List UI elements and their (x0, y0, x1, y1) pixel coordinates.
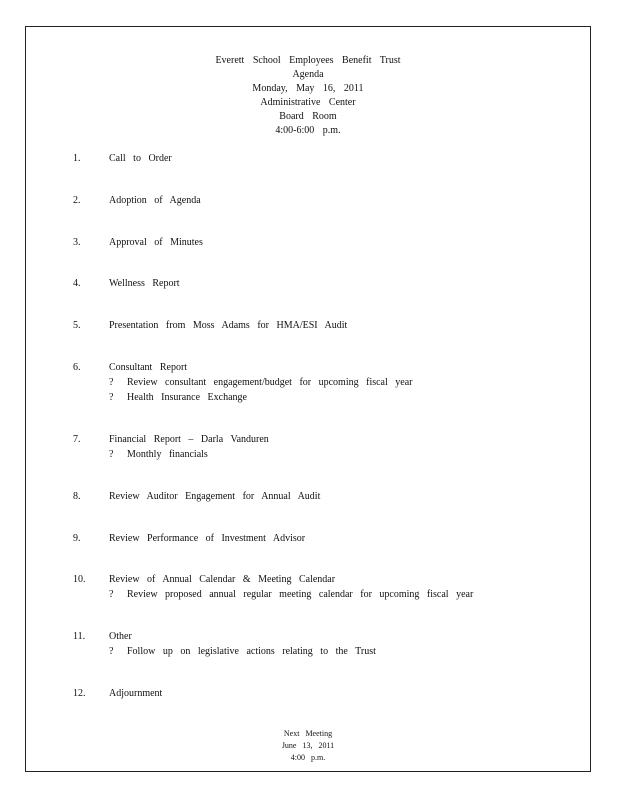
document-page (25, 26, 591, 772)
item-title: Presentation from Moss Adams for HMA/ESI Audit (109, 320, 348, 331)
item-title: Call to Order (109, 153, 172, 164)
item-title: Approval of Minutes (109, 237, 203, 248)
item-number: 10. (73, 574, 86, 585)
next-meeting-date: June 13, 2011 (281, 741, 335, 750)
next-meeting-footer (26, 728, 590, 764)
item-title: Adoption of Agenda (109, 195, 201, 206)
item-number: 5. (73, 320, 81, 331)
subpoint (109, 390, 412, 405)
item-number: 11. (73, 631, 86, 642)
item-number: 7. (73, 434, 81, 445)
meeting-room: Board Room (279, 111, 337, 122)
item-subpoints (109, 375, 412, 405)
meeting-date: Monday, May 16, 2011 (252, 83, 364, 94)
item-title: Review Auditor Engagement for Annual Audit (109, 491, 321, 502)
item-title: Other (109, 631, 132, 642)
subpoint-text: Health Insurance Exchange (127, 392, 247, 403)
agenda-header (26, 54, 590, 138)
item-number: 6. (73, 362, 81, 373)
item-number: 8. (73, 491, 81, 502)
item-number: 12. (73, 688, 86, 699)
next-meeting-time: 4:00 p.m. (290, 753, 326, 762)
subpoint-text: Monthly financials (127, 449, 208, 460)
item-number: 4. (73, 278, 81, 289)
bullet-glyph: ? (109, 589, 114, 600)
subpoint (109, 447, 208, 462)
bullet-glyph: ? (109, 392, 114, 403)
subpoint (109, 587, 473, 602)
subpoint (109, 375, 412, 390)
item-subpoints (109, 587, 473, 602)
subpoint-text: Follow up on legislative actions relating to the Trust (127, 646, 376, 657)
item-title: Financial Report – Darla Vanduren (109, 434, 269, 445)
doc-title: Agenda (292, 69, 324, 80)
item-number: 1. (73, 153, 81, 164)
item-title: Review Performance of Investment Advisor (109, 533, 306, 544)
bullet-glyph: ? (109, 377, 114, 388)
item-subpoints (109, 447, 208, 462)
subpoint (109, 644, 376, 659)
subpoint-text: Review proposed annual regular meeting calendar for upcoming fiscal year (127, 589, 474, 600)
item-number: 2. (73, 195, 81, 206)
item-title: Review of Annual Calendar & Meeting Calendar (109, 574, 336, 585)
bullet-glyph: ? (109, 449, 114, 460)
next-meeting-label: Next Meeting (283, 729, 333, 738)
item-title: Adjournment (109, 688, 163, 699)
bullet-glyph: ? (109, 646, 114, 657)
subpoint-text: Review consultant engagement/budget for upcoming fiscal year (127, 377, 413, 388)
item-title: Consultant Report (109, 362, 188, 373)
org-name: Everett School Employees Benefit Trust (215, 55, 401, 66)
item-number: 3. (73, 237, 81, 248)
item-number: 9. (73, 533, 81, 544)
item-title: Wellness Report (109, 278, 180, 289)
item-subpoints (109, 644, 376, 659)
meeting-time: 4:00-6:00 p.m. (275, 125, 341, 136)
meeting-location: Administrative Center (260, 97, 356, 108)
